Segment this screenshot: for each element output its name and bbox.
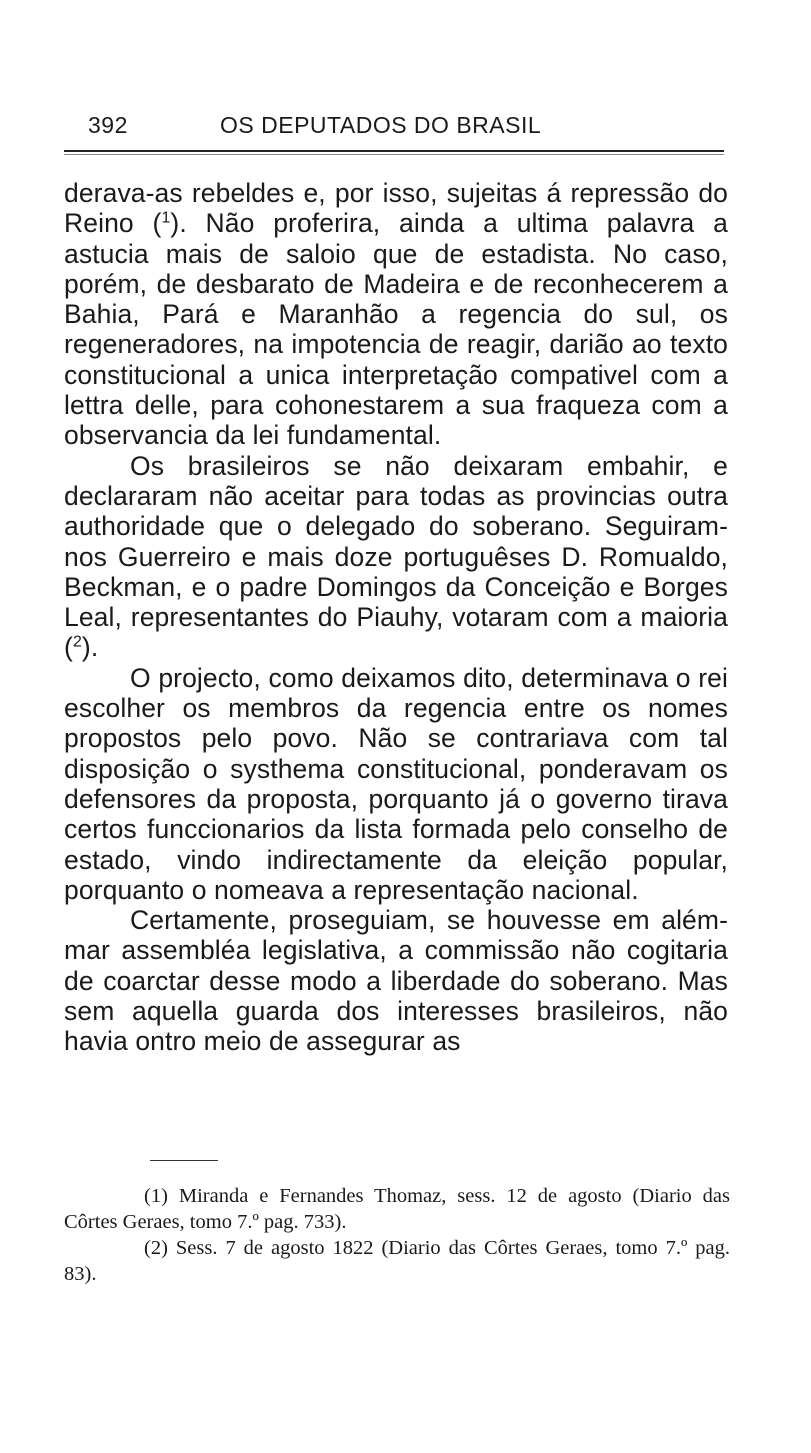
running-title: OS DEPUTADOS DO BRASIL — [220, 112, 542, 138]
footnote-ref-2: 2 — [72, 633, 82, 651]
footnotes — [64, 1183, 730, 1287]
header-rule — [64, 150, 724, 152]
footnote-ref-1: 1 — [161, 209, 171, 227]
footnote-text-2: Sess. 7 de agosto 1822 (Diario das Côrtes Geraes, tomo 7.º pag. 83). — [64, 1237, 731, 1285]
footnote-marker-2: (2) — [144, 1237, 168, 1259]
page-number: 392 — [88, 112, 128, 138]
footnote-2 — [64, 1235, 730, 1287]
paragraph-3: O projecto, como deixamos dito, determinava o rei escolher os membros da regencia entre os nomes propostos pelo povo. Não se contrariava com tal disposição o systhema constitucional, ponderavam os defensores da proposta, porquanto já o governo tirava certos funccionarios da lista formada pelo conselho de estado, vindo indirectamente da eleição popular, porquanto o nomeava a representação nacional. — [64, 662, 728, 905]
footnote-1 — [64, 1183, 730, 1235]
running-header — [88, 112, 728, 152]
header-rule-thin — [64, 154, 724, 155]
paragraph-4: Certamente, proseguiam, se houvesse em além-mar assembléa legislativa, a commissão não cogitaria de coarctar desse modo a liberdade do soberano. Mas sem aquella guarda dos interesses brasileiros, não havia ontro meio de assegurar as — [64, 905, 728, 1057]
footnote-rule — [150, 1160, 218, 1161]
footnote-marker-1: (1) — [144, 1185, 168, 1207]
paragraph-2: Os brasileiros se não deixaram embahir, e declararam não aceitar para todas as provincias outra authoridade que o delegado do soberano. Seguiram-nos Guerreiro e mais doze portuguêses D. Romualdo, Beckman, e o padre Domingos da Conceição e Borges Leal, representantes do Piauhy, votaram com a maioria ($^2$). — [64, 450, 728, 663]
main-text — [64, 178, 728, 1057]
paragraph-1: derava-as rebeldes e, por isso, sujeitas á repressão do Reino ($^1$). Não proferira, ainda a ultima palavra a astucia mais de saloio que de estadista. No caso, porém, de desbarato de Madeira e de reconhecerem a Bahia, Pará e Maranhão a regencia do sul, os regeneradores, na impotencia de reagir, darião ao texto constitucional a unica interpretação compativel com a lettra delle, para cohonestarem a sua fraqueza com a observancia da lei fundamental. — [64, 178, 728, 451]
footnote-text-1: Miranda e Fernandes Thomaz, sess. 12 de agosto (Diario das Côrtes Geraes, tomo 7.º pag. 733). — [64, 1185, 730, 1233]
